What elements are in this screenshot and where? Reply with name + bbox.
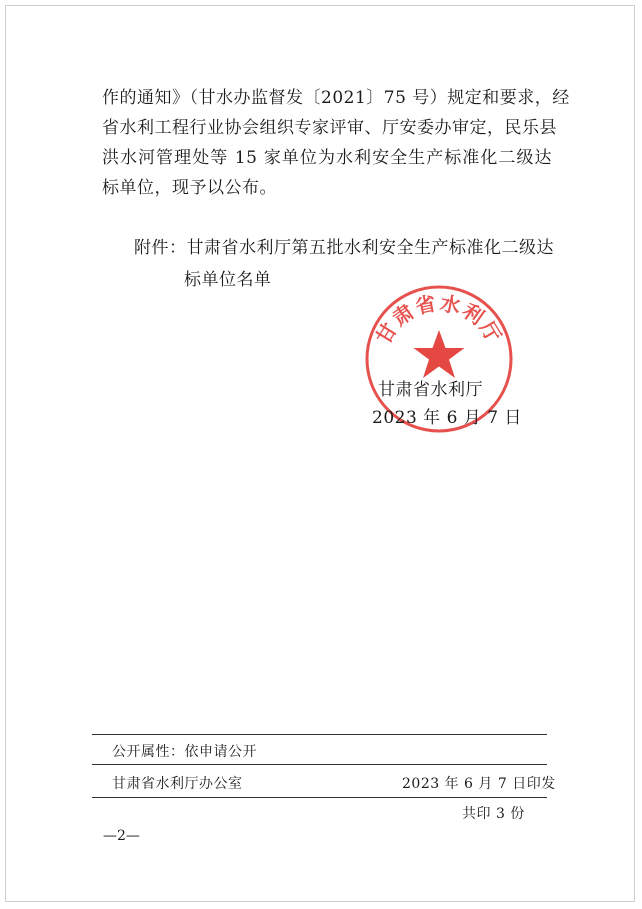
signature-date: 2023 年 6 月 7 日 — [372, 408, 522, 428]
attachment-label: 附件： — [134, 238, 187, 258]
body-line: 省水利工程行业协会组织专家评审、厅安委办审定，民乐县 — [102, 118, 557, 138]
print-date: 2023 年 6 月 7 日印发 — [402, 776, 556, 792]
attachment-title: 甘肃省水利厅第五批水利安全生产标准化二级达 — [186, 238, 554, 258]
seal-star-icon — [414, 330, 465, 378]
issuer-office: 甘肃省水利厅办公室 — [112, 776, 243, 792]
body-line: 洪水河管理处等 15 家单位为水利安全生产标准化二级达 — [102, 148, 552, 168]
body-line: 作的通知》（甘水办监督发〔2021〕75 号）规定和要求，经 — [102, 88, 570, 108]
page-number: —2— — [103, 828, 140, 844]
body-line: 标单位，现予以公布。 — [102, 178, 277, 198]
seal-text: 甘肃省水利厅 — [371, 290, 507, 349]
footer-rule-middle — [92, 764, 547, 765]
disclosure-attribute: 公开属性：依申请公开 — [112, 744, 257, 760]
footer-rule-top — [92, 734, 547, 735]
attachment-title-continued: 标单位名单 — [184, 270, 272, 290]
signature-issuer: 甘肃省水利厅 — [378, 380, 483, 400]
body-paragraph — [102, 83, 570, 203]
signature-block — [372, 376, 522, 432]
footer-rule-bottom — [92, 797, 547, 798]
print-copies: 共印 3 份 — [462, 806, 525, 822]
